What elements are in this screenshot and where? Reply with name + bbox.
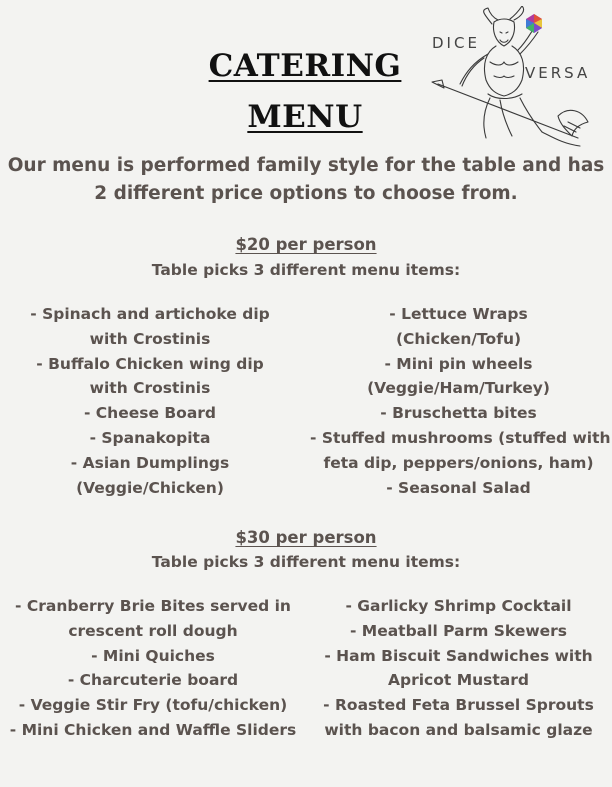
list-item: - Mini pin wheels [384, 354, 533, 373]
list-item: with Crostinis [89, 379, 211, 398]
list-item: (Chicken/Tofu) [395, 329, 522, 348]
list-item: - Garlicky Shrimp Cocktail [345, 597, 572, 615]
logo-word-versa: VERSA [525, 64, 591, 82]
list-item: - Buffalo Chicken wing dip [36, 354, 264, 373]
list-item: - Asian Dumplings [70, 453, 230, 472]
list-item: - Stuffed mushrooms (stuffed with [310, 428, 611, 447]
menu-title-line2: MENU [247, 99, 363, 135]
tier30-right-items [320, 594, 597, 743]
list-item: (Veggie/Chicken) [76, 478, 224, 497]
tier20-left-items [30, 302, 270, 500]
minotaur-illustration-icon [430, 6, 610, 151]
list-item: - Spinach and artichoke dip [30, 305, 270, 323]
tier30-left-items [5, 594, 301, 743]
dice-versa-logo [430, 6, 610, 151]
list-item: - Ham Biscuit Sandwiches with [324, 646, 593, 665]
list-item: - Charcuterie board [67, 671, 239, 690]
list-item: - Seasonal Salad [386, 478, 531, 497]
list-item: - Cranberry Brie Bites served in [15, 597, 291, 615]
menu-title-line1: CATERING [208, 48, 402, 84]
list-item: with Crostinis [89, 329, 211, 348]
list-item: - Lettuce Wraps [389, 305, 528, 323]
list-item: - Veggie Stir Fry (tofu/chicken) [18, 696, 288, 715]
list-item: - Mini Quiches [91, 646, 215, 665]
list-item: Apricot Mustard [388, 671, 529, 690]
list-item: - Roasted Feta Brussel Sprouts [323, 696, 594, 715]
list-item: (Veggie/Ham/Turkey) [367, 379, 550, 398]
list-item: crescent roll dough [68, 621, 238, 640]
price-20-subtitle: Table picks 3 different menu items: [151, 261, 461, 279]
list-item: - Bruschetta bites [380, 404, 537, 423]
price-30-heading: $30 per person [235, 528, 377, 547]
list-item: - Cheese Board [83, 404, 217, 423]
list-item: - Mini Chicken and Waffle Sliders [9, 720, 297, 739]
price-30-subtitle: Table picks 3 different menu items: [151, 553, 461, 571]
list-item: with bacon and balsamic glaze [324, 720, 593, 739]
intro-text [0, 152, 612, 208]
list-item: feta dip, peppers/onions, ham) [323, 453, 594, 472]
list-item: - Meatball Parm Skewers [349, 621, 568, 640]
logo-word-dice: DICE [432, 34, 480, 52]
tier20-right-items [310, 302, 611, 500]
intro-line2: 2 different price options to choose from. [94, 183, 518, 204]
price-20-heading: $20 per person [235, 235, 377, 254]
list-item: - Spanakopita [89, 428, 211, 447]
intro-line1: Our menu is performed family style for the table and has [7, 155, 605, 176]
